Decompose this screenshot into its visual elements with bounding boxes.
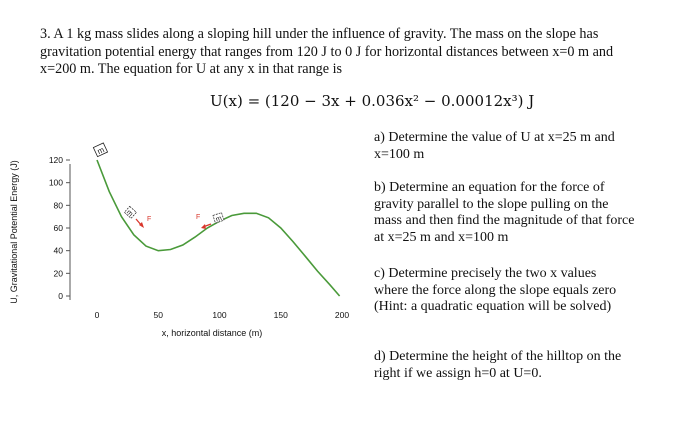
y-tick-label: 0 [58, 291, 63, 301]
rise-force-arrowhead-icon [201, 224, 206, 229]
problem-statement [40, 26, 680, 79]
x-tick-label: 200 [334, 310, 350, 320]
x-tick-label: 100 [212, 310, 227, 320]
question-b-line: at x=25 m and x=100 m [374, 229, 509, 245]
y-ticks [49, 155, 70, 301]
question-c-line: c) Determine precisely the two x values [374, 266, 597, 281]
y-tick-label: 100 [48, 177, 63, 188]
x-tick-label: 50 [153, 310, 163, 320]
x-tick-label: 0 [94, 310, 100, 320]
problem-line-1: 3. A 1 kg mass slides along a sloping hill under the influence of gravity. The mass on the slope has [40, 26, 599, 42]
question-a-line: a) Determine the value of U at x=25 m and [374, 130, 615, 145]
y-tick-label: 60 [53, 223, 63, 233]
y-tick-label: 40 [53, 245, 63, 256]
question-d [374, 349, 664, 382]
question-d-line: d) Determine the height of the hilltop on the [374, 349, 622, 364]
rise-mass-label: m [215, 215, 223, 224]
question-d-line: right if we assign h=0 at U=0. [374, 365, 542, 381]
energy-chart [0, 130, 360, 350]
slope-mass-box [124, 206, 137, 219]
question-c-line: where the force along the slope equals zero [374, 282, 617, 298]
slope-force-label: F [147, 216, 152, 223]
question-b-line: b) Determine an equation for the force of [374, 180, 605, 195]
start-mass-box [93, 143, 107, 157]
y-tick-label: 120 [48, 155, 63, 165]
rise-mass-box [213, 213, 224, 224]
problem-line-2: gravitation potential energy that ranges from 120 J to 0 J for horizontal distances between x=0 m and [40, 43, 614, 60]
x-axis-label: x, horizontal distance (m) [161, 328, 263, 338]
x-ticks [95, 310, 350, 320]
question-b-line: gravity parallel to the slope pulling on the [374, 196, 609, 212]
question-b-line: mass and then find the magnitude of that force [374, 213, 635, 228]
problem-line-3: x=200 m. The equation for U at any x in that range is [40, 61, 343, 77]
rise-force-label: F [196, 214, 201, 221]
energy-curve [97, 160, 340, 296]
start-mass-label: m [95, 145, 106, 157]
question-c-line: (Hint: a quadratic equation will be solved) [374, 299, 612, 314]
question-c [374, 266, 664, 316]
y-tick-label: 80 [53, 200, 63, 211]
question-b [374, 180, 664, 246]
y-axis-label: U, Gravitational Potential Energy (J) [9, 160, 19, 304]
potential-energy-equation: U(x) = (120 − 3x + 0.036x² − 0.00012x³) J [210, 92, 535, 110]
x-tick-label: 150 [273, 310, 288, 320]
y-tick-label: 20 [53, 268, 63, 279]
question-a [374, 130, 664, 163]
question-a-line: x=100 m [374, 146, 425, 162]
slope-mass-label: m [124, 208, 134, 219]
